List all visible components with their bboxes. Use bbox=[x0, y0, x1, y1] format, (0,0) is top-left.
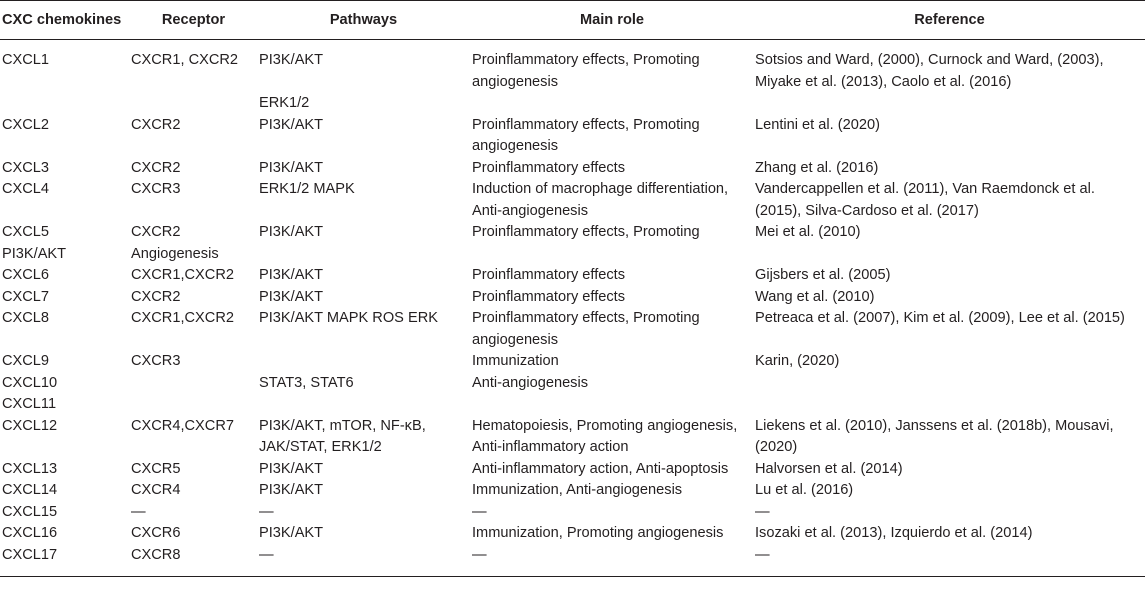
table-row bbox=[0, 158, 1145, 180]
cell-chemokine: CXCL12 bbox=[2, 417, 58, 434]
cell-pathways: PI3K/AKT bbox=[259, 525, 324, 541]
cell-reference: Vandercappellen et al. (2011), Van Raemdonck et al. (2015), Silva-Cardoso et al. (2017) bbox=[755, 181, 1095, 219]
cell-pathways: — bbox=[259, 503, 274, 520]
cell-chemokine: CXCL17 bbox=[0, 545, 130, 577]
cell-receptor: CXCR1,CXCR2 bbox=[131, 267, 234, 283]
cell-receptor: CXCR4 bbox=[131, 482, 181, 498]
cell-pathways: — bbox=[257, 545, 470, 577]
cell-pathways bbox=[257, 351, 470, 373]
cell-reference: Lentini et al. (2020) bbox=[755, 116, 880, 133]
cell-pathways bbox=[257, 244, 470, 266]
cell-receptor: CXCR2 bbox=[131, 288, 181, 305]
table-row bbox=[0, 115, 1145, 158]
header-cxc-chemokines: CXC chemokines bbox=[0, 1, 130, 40]
cell-chemokine: CXCL10 bbox=[2, 374, 58, 391]
table-row bbox=[0, 265, 1145, 287]
cell-pathways: PI3K/AKT MAPK ROS ERK bbox=[259, 310, 438, 326]
cell-chemokine: CXCL2 bbox=[2, 116, 50, 133]
table-row bbox=[0, 502, 1145, 524]
cell-main-role: Proinflammatory effects, Promoting angiogenesis bbox=[472, 310, 700, 348]
table-row bbox=[0, 40, 1145, 94]
table-row bbox=[0, 93, 1145, 115]
cell-reference: Sotsios and Ward, (2000), Curnock and Ward, (2003), Miyake et al. (2013), Caolo et al. (2016) bbox=[755, 52, 1104, 90]
cell-receptor bbox=[130, 93, 257, 115]
cell-pathways bbox=[257, 394, 470, 416]
cell-receptor: CXCR2 bbox=[131, 116, 181, 133]
cell-pathways: PI3K/AKT bbox=[259, 288, 324, 305]
table-row bbox=[0, 244, 1145, 266]
table-row bbox=[0, 179, 1145, 222]
cell-receptor: CXCR1, CXCR2 bbox=[131, 52, 239, 68]
cell-chemokine: CXCL16 bbox=[2, 525, 58, 541]
cell-pathways: PI3K/AKT bbox=[259, 116, 324, 133]
cell-main-role: Immunization, Anti-angiogenesis bbox=[472, 482, 683, 498]
cell-pathways: PI3K/AKT bbox=[259, 482, 324, 498]
cell-main-role: — bbox=[472, 503, 487, 520]
cell-pathways: STAT3, STAT6 bbox=[259, 374, 354, 391]
cell-chemokine: CXCL7 bbox=[2, 288, 50, 305]
cell-chemokine bbox=[0, 93, 130, 115]
cell-receptor bbox=[130, 373, 257, 395]
cell-reference bbox=[754, 244, 1145, 266]
cell-chemokine: CXCL8 bbox=[2, 310, 50, 326]
cell-pathways: PI3K/AKT bbox=[259, 460, 324, 477]
cell-pathways: PI3K/AKT, mTOR, NF-κB, JAK/STAT, ERK1/2 bbox=[259, 417, 426, 455]
table-row bbox=[0, 373, 1145, 395]
cell-chemokine: CXCL9 bbox=[2, 353, 50, 369]
cell-chemokine: PI3K/AKT bbox=[2, 245, 67, 262]
cell-reference: Mei et al. (2010) bbox=[755, 224, 861, 240]
cell-main-role: Proinflammatory effects, Promoting bbox=[472, 224, 700, 240]
cell-reference: Halvorsen et al. (2014) bbox=[755, 460, 903, 477]
cell-main-role: Proinflammatory effects, Promoting angiogenesis bbox=[472, 116, 700, 154]
cell-chemokine: CXCL3 bbox=[2, 159, 50, 176]
cell-main-role: Immunization bbox=[472, 353, 559, 369]
cell-main-role: Hematopoiesis, Promoting angiogenesis, Anti-inflammatory action bbox=[472, 417, 738, 455]
cell-receptor: CXCR3 bbox=[131, 353, 181, 369]
cell-receptor: CXCR2 bbox=[131, 224, 181, 240]
cell-chemokine: CXCL14 bbox=[2, 482, 58, 498]
cell-main-role: Proinflammatory effects bbox=[472, 267, 626, 283]
table-header-row bbox=[0, 1, 1145, 40]
cell-reference: Petreaca et al. (2007), Kim et al. (2009), Lee et al. (2015) bbox=[755, 310, 1125, 326]
cell-chemokine: CXCL15 bbox=[2, 503, 58, 520]
header-receptor: Receptor bbox=[130, 1, 257, 40]
table-row bbox=[0, 545, 1145, 577]
cell-reference: — bbox=[754, 545, 1145, 577]
cell-receptor: — bbox=[131, 503, 146, 520]
cell-reference bbox=[754, 394, 1145, 416]
cell-chemokine: CXCL4 bbox=[2, 181, 50, 197]
table-row bbox=[0, 416, 1145, 459]
cell-receptor: CXCR6 bbox=[131, 525, 181, 541]
cell-receptor: CXCR5 bbox=[131, 460, 181, 477]
cell-reference: Lu et al. (2016) bbox=[755, 482, 854, 498]
cell-receptor: CXCR3 bbox=[131, 181, 181, 197]
cell-reference: Isozaki et al. (2013), Izquierdo et al. (2014) bbox=[755, 525, 1033, 541]
cell-receptor: Angiogenesis bbox=[131, 245, 219, 262]
cell-pathways: PI3K/AKT bbox=[259, 52, 324, 68]
cell-pathways: PI3K/AKT bbox=[259, 159, 324, 176]
cell-reference: Liekens et al. (2010), Janssens et al. (2018b), Mousavi, (2020) bbox=[755, 417, 1114, 455]
cell-reference: Karin, (2020) bbox=[755, 353, 840, 369]
cell-pathways: PI3K/AKT bbox=[259, 267, 324, 283]
cell-reference: — bbox=[755, 503, 770, 520]
table-row bbox=[0, 523, 1145, 545]
table-row bbox=[0, 308, 1145, 351]
cell-main-role: Immunization, Promoting angiogenesis bbox=[472, 525, 724, 541]
cell-receptor: CXCR4,CXCR7 bbox=[131, 417, 234, 434]
cell-receptor: CXCR1,CXCR2 bbox=[131, 310, 234, 326]
cell-main-role: Anti-angiogenesis bbox=[472, 374, 589, 391]
table-row bbox=[0, 480, 1145, 502]
header-main-role: Main role bbox=[470, 1, 754, 40]
cell-reference bbox=[754, 373, 1145, 395]
cell-chemokine: CXCL13 bbox=[2, 460, 58, 477]
table-row bbox=[0, 394, 1145, 416]
cell-receptor: CXCR2 bbox=[131, 159, 181, 176]
cell-reference: Gijsbers et al. (2005) bbox=[755, 267, 891, 283]
cell-main-role: Anti-inflammatory action, Anti-apoptosis bbox=[472, 460, 729, 477]
cell-chemokine: CXCL6 bbox=[2, 267, 50, 283]
cell-main-role bbox=[470, 394, 754, 416]
cell-main-role bbox=[470, 93, 754, 115]
table-row bbox=[0, 222, 1145, 244]
cell-chemokine: CXCL11 bbox=[2, 396, 57, 412]
cell-main-role: Proinflammatory effects bbox=[472, 159, 626, 176]
cell-main-role: — bbox=[470, 545, 754, 577]
table-row bbox=[0, 351, 1145, 373]
cell-main-role: Induction of macrophage differentiation, Anti-angiogenesis bbox=[472, 181, 729, 219]
table-row bbox=[0, 287, 1145, 309]
cell-reference bbox=[754, 93, 1145, 115]
cell-reference: Wang et al. (2010) bbox=[755, 288, 875, 305]
cell-pathways: ERK1/2 MAPK bbox=[259, 181, 355, 197]
cell-chemokine: CXCL5 bbox=[2, 224, 50, 240]
cell-receptor: CXCR8 bbox=[130, 545, 257, 577]
cell-pathways: ERK1/2 bbox=[259, 95, 310, 111]
cell-main-role bbox=[470, 244, 754, 266]
cell-pathways: PI3K/AKT bbox=[259, 224, 324, 240]
header-pathways: Pathways bbox=[257, 1, 470, 40]
header-reference: Reference bbox=[754, 1, 1145, 40]
cell-main-role: Proinflammatory effects bbox=[472, 288, 626, 305]
cell-chemokine: CXCL1 bbox=[2, 52, 50, 68]
cell-reference: Zhang et al. (2016) bbox=[755, 159, 879, 176]
cell-receptor bbox=[130, 394, 257, 416]
table-row bbox=[0, 459, 1145, 481]
cell-main-role: Proinflammatory effects, Promoting angiogenesis bbox=[472, 52, 700, 90]
